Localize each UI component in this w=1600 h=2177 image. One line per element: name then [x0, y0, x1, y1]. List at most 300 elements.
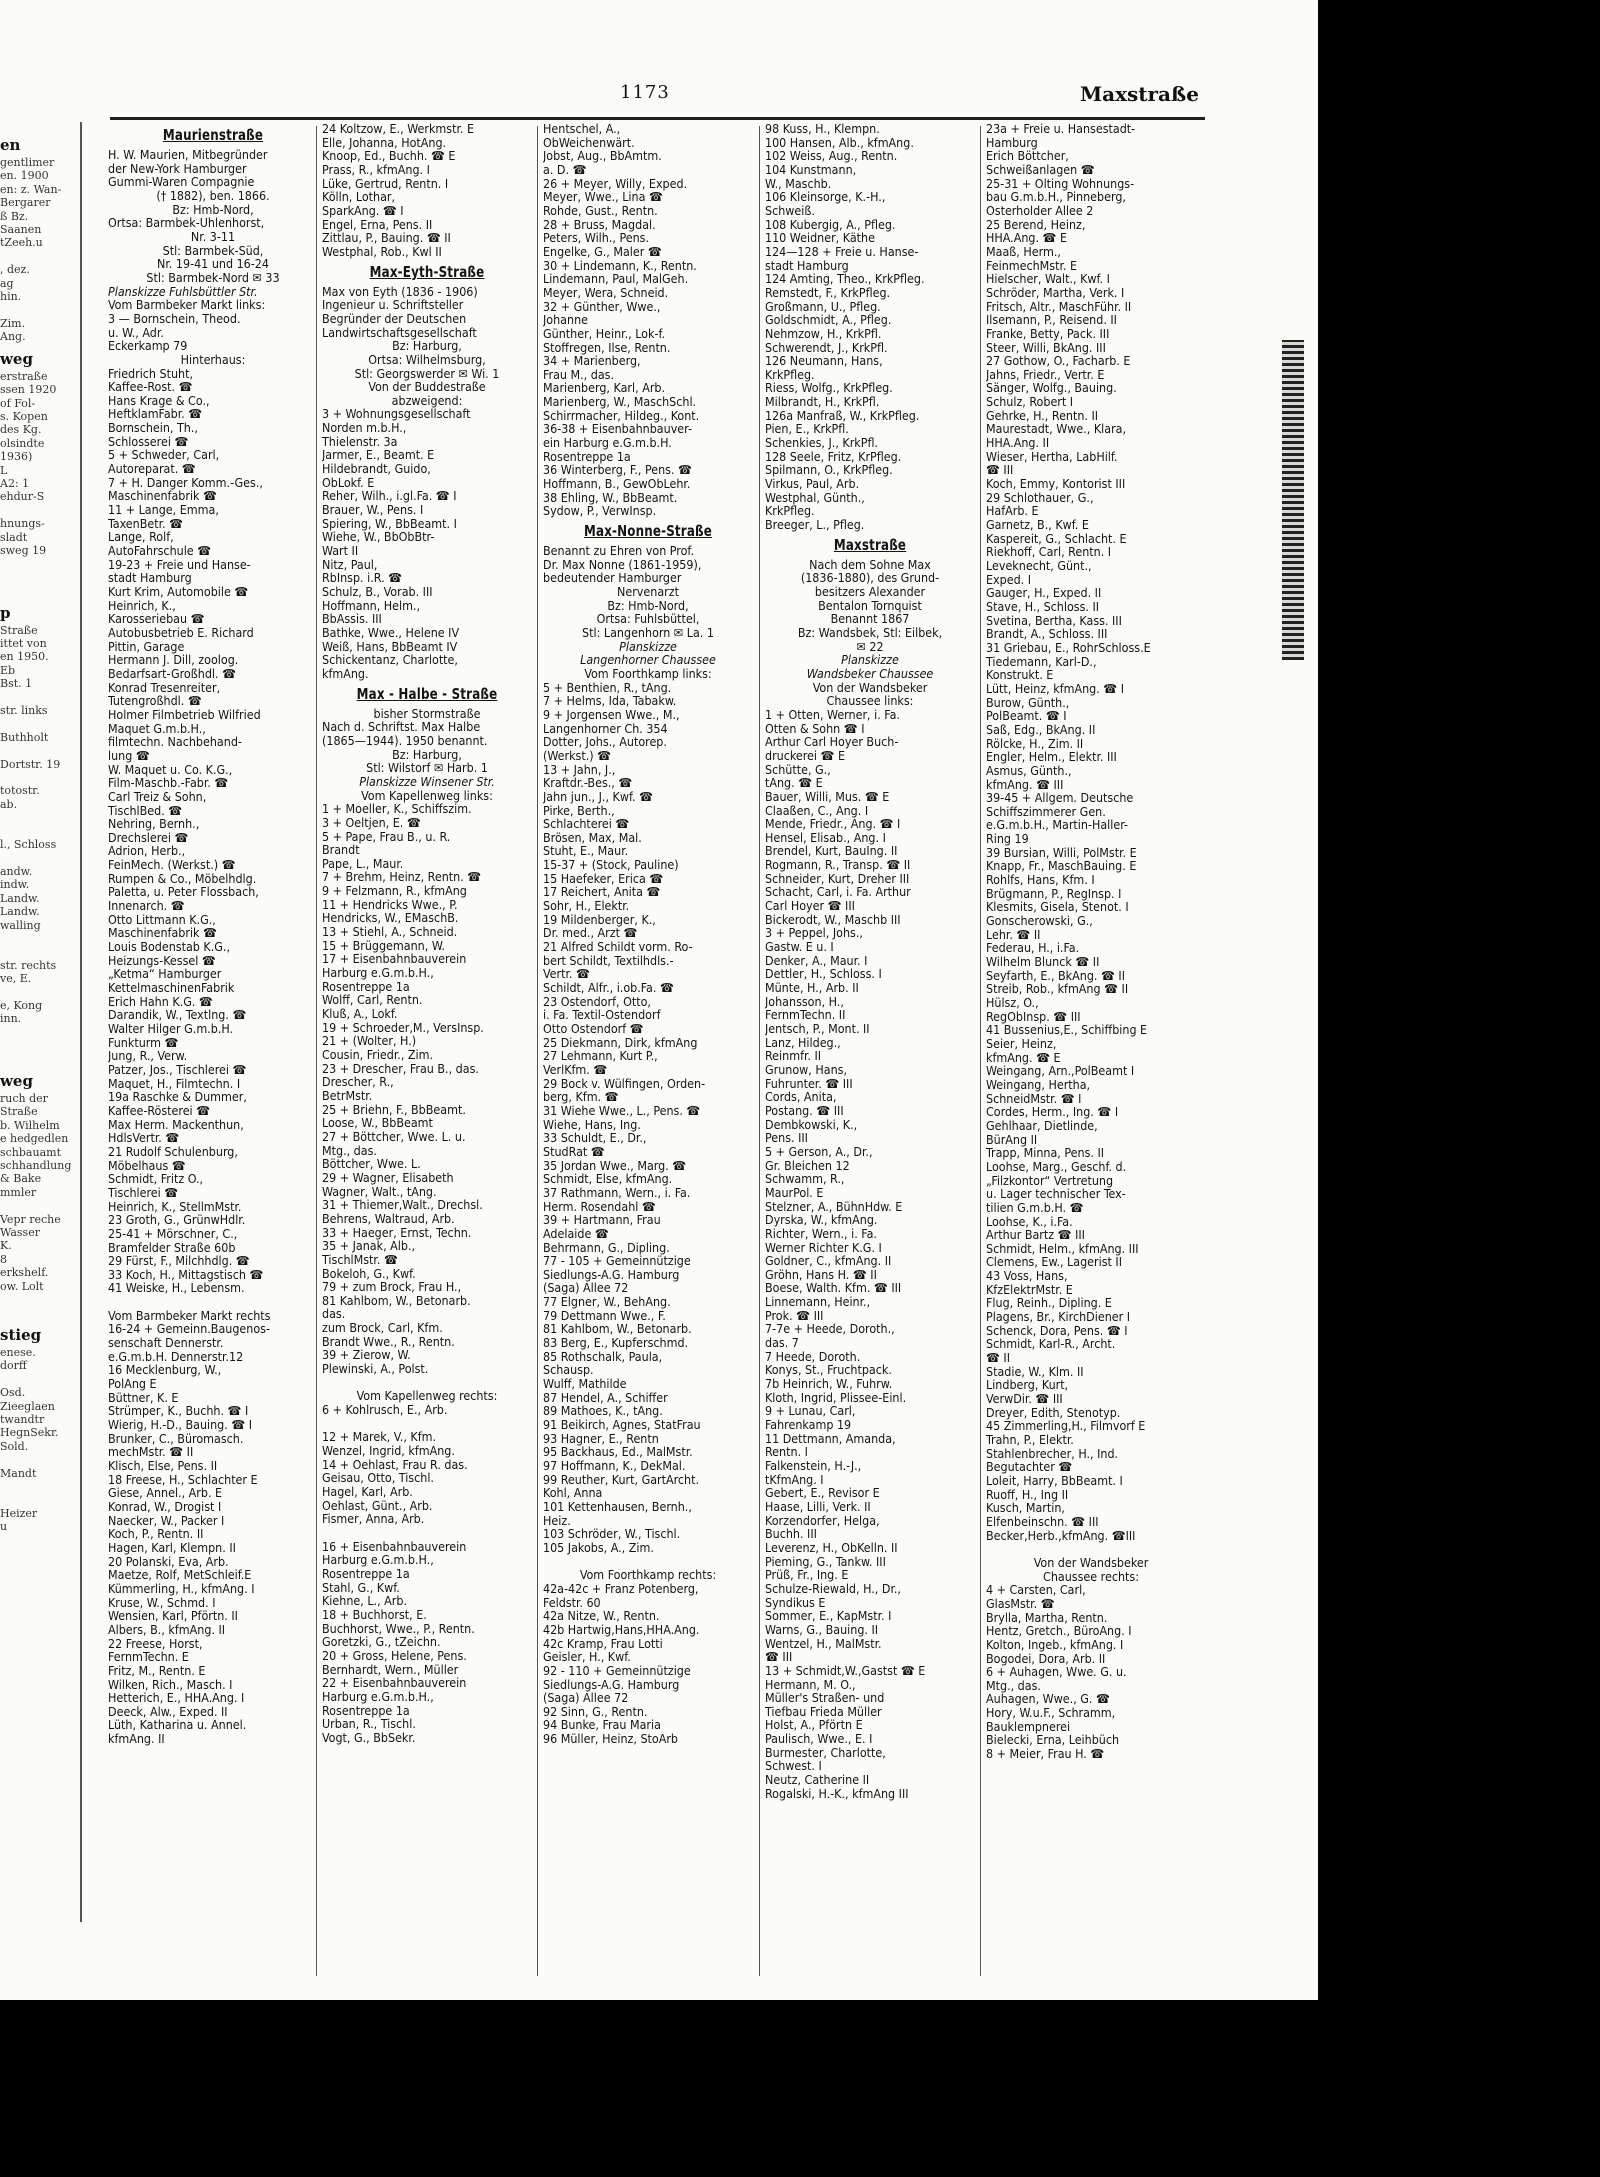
directory-line: Langenhorner Ch. 354 [543, 720, 668, 736]
directory-line: Geisler, H., Kwf. [543, 1649, 631, 1665]
directory-line: Sommer, E., KapMstr. I [765, 1608, 892, 1624]
directory-line: Marienberg, Karl, Arb. [543, 380, 666, 396]
directory-line: 98 Kuss, H., Klempn. [765, 122, 880, 136]
directory-line: Otto Ostendorf ☎ [543, 1021, 644, 1036]
directory-line: 92 - 110 + Gemeinnützige [543, 1662, 691, 1678]
directory-line: 8 + Meier, Frau H. ☎ [986, 1746, 1105, 1762]
directory-line: 25 Berend, Heinz, [986, 216, 1086, 232]
directory-line: kfmAng. II [108, 1731, 165, 1747]
directory-line: Weingang, Arn.,PolBeamt I [986, 1063, 1135, 1079]
margin-fragment-line: & Bake [0, 1172, 42, 1186]
directory-line: Gr. Bleichen 12 [765, 1157, 850, 1173]
margin-fragment-line: Bergarer [0, 196, 51, 210]
directory-line: Kloth, Ingrid, Plissee-Einl. [765, 1389, 907, 1405]
directory-line: 29 Schlothauer, G., [986, 489, 1094, 505]
directory-line: Prüß, Fr., Ing. E [765, 1567, 849, 1583]
directory-line: Sydow, P., VerwInsp. [543, 503, 657, 519]
directory-line [322, 1417, 532, 1431]
directory-line: Loleit, Harry, BbBeamt. I [986, 1472, 1123, 1488]
directory-line: Schiffszimmerer Gen. [986, 803, 1106, 819]
directory-line: Clemens, Ew., Lagerist II [986, 1254, 1122, 1270]
directory-line: 11 Dettmann, Amanda, [765, 1430, 896, 1446]
directory-line: Wulff, Mathilde [543, 1376, 627, 1392]
directory-line: Pens. III [765, 1130, 808, 1146]
margin-fragment-line [0, 1053, 80, 1066]
margin-fragment-line: ow. Lolt [0, 1279, 44, 1293]
directory-line: TischlMstr. ☎ [322, 1251, 398, 1267]
margin-fragment-line: ab. [0, 797, 18, 811]
directory-line: Nitz, Paul, [322, 556, 378, 572]
directory-line: Hagen, Karl, Klempn. II [108, 1539, 236, 1555]
margin-fragment-line: sweg 19 [0, 543, 47, 557]
margin-fragment-line: mmler [0, 1185, 37, 1199]
directory-line: Jentsch, P., Mont. II [765, 1021, 870, 1036]
directory-line: Pittin, Garage [108, 638, 185, 654]
directory-line: Breeger, L., Pfleg. [765, 517, 865, 533]
directory-line: 91 Beikirch, Agnes, StatFrau [543, 1417, 701, 1433]
directory-line: Schröder, Martha, Verk. I [986, 284, 1125, 300]
margin-fragment-line: hin. [0, 290, 22, 304]
directory-line: Cordes, Herm., Ing. ☎ I [986, 1104, 1119, 1120]
directory-line: Knoop, Ed., Buchh. ☎ E [322, 148, 456, 164]
directory-line: Milbrandt, H., KrkPfl. [765, 394, 880, 410]
directory-line: Sänger, Wolfg., Bauing. [986, 380, 1117, 396]
directory-line: Patzer, Jos., Tischlerei ☎ [108, 1061, 247, 1077]
directory-line: 99 Reuther, Kurt, GartArcht. [543, 1471, 700, 1487]
directory-line: Schmidt, Karl-R., Archt. [986, 1336, 1116, 1352]
directory-line: 28 + Bruss, Magdal. [543, 216, 656, 232]
directory-line: Vom Kapellenweg rechts: [356, 1388, 498, 1404]
directory-line: Kohl, Anna [543, 1485, 603, 1501]
directory-line: Kurt Krim, Automobile ☎ [108, 584, 249, 599]
directory-line: Spilmann, O., KrkPfleg. [765, 462, 893, 478]
street-heading: Max - Halbe - Straße [356, 684, 498, 703]
directory-line: Ingenieur u. Schriftsteller [322, 297, 464, 313]
margin-fragment-line [0, 250, 80, 263]
margin-fragment-line: Landw. [0, 905, 40, 919]
directory-line: Maquet G.m.b.H., [108, 720, 206, 736]
directory-line: Dembkowski, K., [765, 1116, 858, 1132]
directory-line: Vom Barmbeker Markt rechts [108, 1307, 271, 1323]
directory-line: 29 Fürst, F., Milchhdlg. ☎ [108, 1253, 250, 1269]
margin-fragment-line [0, 717, 80, 730]
directory-line: 1 + Moeller, K., Schiffszim. [322, 801, 472, 817]
directory-line: 81 Kahlbom, W., Betonarb. [543, 1321, 692, 1337]
directory-line: Rogalski, H.-K., kfmAng III [765, 1785, 909, 1801]
street-heading: Maxstraße [833, 535, 907, 554]
margin-fragment-line: twandtr [0, 1412, 45, 1426]
street-directory-columns [108, 122, 1208, 1982]
directory-line: Nr. 19-41 und 16-24 [157, 256, 269, 272]
directory-line: 27 Gothow, O., Facharb. E [986, 353, 1131, 369]
directory-line: Konrad, W., Drogist I [108, 1498, 222, 1514]
directory-line: Konstrukt. E [986, 667, 1054, 683]
directory-line: Richter, Wern., i. Fa. [765, 1225, 877, 1241]
directory-line: kfmAng. ☎ E [986, 1049, 1061, 1065]
directory-line: Reinmfr. II [765, 1048, 822, 1064]
directory-line: Hagel, Karl, Arb. [322, 1484, 413, 1499]
margin-fragment-line: HegnSekr. [0, 1426, 59, 1440]
directory-line: bau G.m.b.H., Pinneberg, [986, 189, 1126, 205]
margin-fragment-line: Landw. [0, 891, 40, 905]
directory-line: 124 Amting, Theo., KrkPfleg. [765, 271, 925, 287]
directory-line: Garnetz, B., Kwf. E [986, 517, 1089, 533]
directory-line: kfmAng. ☎ III [986, 776, 1064, 792]
margin-fragment-line: inn. [0, 1012, 22, 1026]
directory-line: Max von Eyth (1836 - 1906) [322, 283, 478, 299]
directory-line: Jobst, Aug., BbAmtm. [543, 148, 662, 164]
directory-line: ☎ III [986, 462, 1014, 478]
directory-line: Mtg., das. [322, 1142, 377, 1158]
directory-line: Dyrska, W., kfmAng. [765, 1212, 878, 1228]
directory-line: Cousin, Friedr., Zim. [322, 1047, 434, 1062]
directory-line: Stahlenbrecher, H., Ind. [986, 1445, 1119, 1461]
margin-fragment-line [0, 1493, 80, 1506]
margin-fragment-line: ruch der [0, 1092, 48, 1105]
directory-line: 37 Rathmann, Wern., i. Fa. [543, 1184, 691, 1200]
margin-fragment-line: hnungs- [0, 517, 45, 531]
margin-fragment-line: p [0, 603, 11, 622]
directory-line: Vogt, G., BbSekr. [322, 1729, 416, 1745]
directory-line: Johanne [543, 312, 588, 328]
directory-line: Schickentanz, Charlotte, [322, 652, 458, 668]
directory-line: 42c Kramp, Frau Lotti [543, 1635, 663, 1651]
directory-line: tilien G.m.b.H. ☎ [986, 1199, 1084, 1215]
directory-line: Schwerendt, J., KrkPfl. [765, 339, 888, 355]
directory-line: Strümper, K., Buchh. ☎ I [108, 1403, 249, 1419]
directory-line: Falkenstein, H.-J., [765, 1458, 862, 1473]
directory-line: Maaß, Herm., [986, 243, 1061, 259]
directory-line: 39-45 + Allgem. Deutsche [986, 790, 1134, 806]
margin-fragment-line: Straße [0, 1105, 38, 1119]
margin-fragment-line [0, 932, 80, 945]
directory-line: Schwest. I [765, 1758, 822, 1774]
directory-line: Adrion, Herb., [108, 843, 186, 859]
directory-line: Rohde, Gust., Rentn. [543, 202, 658, 218]
directory-line: e.G.m.b.H., Martin-Haller- [986, 817, 1129, 833]
directory-line: Hülsz, O., [986, 995, 1039, 1010]
margin-fragment-line [0, 1026, 80, 1039]
directory-line: Planskizze [841, 652, 899, 668]
directory-line: 33 Koch, H., Mittagstisch ☎ [108, 1266, 264, 1282]
directory-line: Vertr. ☎ [543, 966, 590, 982]
directory-line: berg, Kfm. ☎ [543, 1089, 619, 1105]
margin-fragment-line: Bst. 1 [0, 677, 33, 691]
directory-line: 7-7e + Heede, Doroth., [765, 1321, 895, 1337]
directory-line: Bokeloh, G., Kwf. [322, 1265, 416, 1281]
margin-fragment-line [0, 1480, 80, 1493]
directory-line: senschaft Dennerstr. [108, 1335, 224, 1351]
directory-line: Klisch, Else, Pens. II [108, 1458, 218, 1473]
directory-line: 7 + Helms, Ida, Tabakw. [543, 693, 677, 709]
directory-line: Remstedt, F., KrkPfleg. [765, 284, 891, 300]
directory-line: 5 + Schweder, Carl, [108, 447, 220, 463]
directory-line: Goldner, C., kfmAng. II [765, 1253, 892, 1269]
directory-line: (Saga) Allee 72 [543, 1280, 629, 1296]
directory-line: Knapp, Fr., MaschBauing. E [986, 858, 1137, 874]
directory-line: SparkAng. ☎ I [322, 202, 404, 218]
directory-line: Planskizze [619, 638, 677, 654]
directory-line: Von der Buddestraße [368, 379, 486, 395]
directory-line: Neutz, Catherine II [765, 1772, 870, 1788]
directory-line: 18 + Buchhorst, E. [322, 1606, 427, 1622]
directory-line: Schulze-Riewald, H., Dr., [765, 1580, 901, 1596]
directory-line: FernmTechn. II [765, 1007, 846, 1023]
directory-line: 39 + Zierow, W. [322, 1347, 411, 1363]
directory-line: Koch, Emmy, Kontorist III [986, 476, 1126, 492]
directory-line: Schulz, Robert I [986, 394, 1074, 410]
margin-fragment-line: 8 [0, 1252, 7, 1266]
directory-line: Feldstr. 60 [543, 1594, 601, 1610]
directory-line: Buchh. III [765, 1526, 817, 1542]
directory-line: KfzElektrMstr. E [986, 1281, 1073, 1297]
directory-line: H. W. Maurien, Mitbegründer [108, 147, 268, 162]
directory-line: 27 Lehmann, Kurt P., [543, 1048, 658, 1064]
directory-line: 19 + Schroeder,M., VersInsp. [322, 1019, 484, 1035]
directory-line: Becker,Herb.,kfmAng. ☎III [986, 1527, 1136, 1543]
directory-line: 21 Alfred Schildt vorm. Ro- [543, 939, 693, 955]
directory-line: Denker, A., Maur. I [765, 952, 868, 968]
directory-line: Exped. I [986, 571, 1032, 587]
directory-line: ✉ 22 [856, 638, 884, 654]
directory-line: Pirke, Berth., [543, 802, 615, 818]
directory-line: Dreyer, Edith, Stenotyp. [986, 1404, 1121, 1420]
directory-line: Nr. 3-11 [190, 228, 236, 244]
directory-line: HdlsVertr. ☎ [108, 1130, 180, 1146]
directory-line: KrkPfleg. [765, 503, 815, 519]
directory-line: ObWeichenwärt. [543, 134, 635, 150]
directory-line: Von der Wandsbeker [812, 679, 928, 695]
directory-line: Gummi-Waren Compagnie [108, 174, 255, 190]
margin-fragment-line [0, 1039, 80, 1052]
margin-fragment-line: en: z. Wan- [0, 182, 62, 196]
margin-fragment-line [0, 571, 80, 584]
margin-fragment-line [0, 303, 80, 316]
directory-line: Fahrenkamp 19 [765, 1417, 852, 1433]
directory-line: Syndikus E [765, 1594, 826, 1610]
directory-line: Wenzel, Ingrid, kfmAng. [322, 1443, 455, 1459]
directory-line: Stelzner, A., BühnHdw. E [765, 1198, 903, 1214]
directory-line: 42b Hartwig,Hans,HHA.Ang. [543, 1621, 700, 1637]
directory-line: HeftklamFabr. ☎ [108, 406, 203, 422]
column-4 [765, 122, 975, 1982]
directory-line: 126 Neumann, Hans, [765, 353, 883, 369]
directory-line: Lindberg, Kurt, [986, 1377, 1069, 1393]
directory-line: Auhagen, Wwe., G. ☎ [986, 1691, 1110, 1707]
directory-line: Bauer, Willi, Mus. ☎ E [765, 788, 890, 804]
directory-line: Ilsemann, P., Reisend. II [986, 312, 1117, 328]
directory-line: 23 Ostendorf, Otto, [543, 993, 651, 1009]
directory-line: GlasMstr. ☎ [986, 1595, 1055, 1611]
directory-line: tKfmAng. I [765, 1471, 824, 1487]
directory-line: Hentz, Gretch., BüroAng. I [986, 1623, 1132, 1639]
directory-line: Naecker, W., Packer I [108, 1512, 225, 1528]
directory-line: Ortsa: Fuhlsbüttel, [596, 611, 700, 627]
column-divider [537, 126, 538, 1976]
directory-line: Brügmann, P., RegInsp. I [986, 885, 1122, 901]
directory-line: Münte, H., Arb. II [765, 980, 859, 996]
directory-line: Darandik, W., Textlng. ☎ [108, 1007, 247, 1023]
directory-line: e.G.m.b.H. Dennerstr.12 [108, 1348, 244, 1364]
directory-line: filmtechn. Nachbehand- [108, 734, 242, 750]
directory-line: Lange, Rolf, [108, 529, 174, 545]
directory-line: Ortsa: Barmbek-Uhlenhorst, [108, 215, 265, 231]
directory-line: Kiehne, L., Arb. [322, 1593, 407, 1609]
directory-line: 25 + Briehn, F., BbBeamt. [322, 1101, 466, 1117]
directory-line: Vom Barmbeker Markt links: [108, 297, 266, 313]
directory-line: 9 + Jorgensen Wwe., M., [543, 706, 680, 722]
directory-line: tAng. ☎ E [765, 775, 823, 791]
directory-line: Harburg e.G.m.b.H., [322, 1552, 434, 1568]
directory-line: Schwamm, R., [765, 1171, 845, 1187]
directory-line: AutoFahrschule ☎ [108, 543, 212, 559]
margin-fragment-line: Zieeglaen [0, 1399, 55, 1413]
directory-line: Saß, Edg., BkAng. II [986, 721, 1096, 737]
directory-line: lung ☎ [108, 747, 150, 763]
margin-fragment-line: schbauamt [0, 1145, 61, 1159]
directory-line: 85 Rothschalk, Paula, [543, 1348, 663, 1364]
directory-line: PolAng E [108, 1376, 157, 1392]
directory-line: 14 + Oehlast, Frau R. das. [322, 1456, 468, 1472]
directory-line: 106 Kleinsorge, K.-H., [765, 189, 886, 205]
directory-line: Boese, Walth. Kfm. ☎ III [765, 1280, 902, 1296]
directory-line: Innenarch. ☎ [108, 898, 185, 914]
directory-line: SchneidMstr. ☎ I [986, 1090, 1082, 1106]
directory-line: 110 Weidner, Käthe [765, 230, 875, 246]
directory-line: druckerei ☎ E [765, 747, 846, 763]
directory-line: 9 + Felzmann, R., kfmAng [322, 883, 467, 899]
directory-line: ObLokf. E [322, 474, 375, 490]
directory-line: PolBeamt. ☎ I [986, 708, 1067, 724]
directory-line: Spiering, W., BbBeamt. I [322, 515, 457, 531]
margin-fragment-line: l., Schloss [0, 838, 57, 852]
directory-line: Nach dem Sohne Max [809, 556, 931, 572]
directory-line: Nervenarzt [617, 584, 679, 599]
directory-line: 83 Berg, E., Kupferschmd. [543, 1335, 689, 1351]
directory-line: Bernhardt, Wern., Müller [322, 1661, 459, 1677]
directory-line: Fritsch, Altr., MaschFühr. II [986, 298, 1132, 314]
directory-line: 31 Wiehe Wwe., L., Pens. ☎ [543, 1102, 701, 1118]
directory-line: Rumpen & Co., Möbelhdlg. [108, 870, 257, 886]
directory-line: Gauger, H., Exped. II [986, 585, 1102, 601]
directory-line: 5 + Gerson, A., Dr., [765, 1143, 873, 1159]
margin-fragment-line: en. 1900 [0, 169, 49, 183]
directory-line: Bogodei, Dora, Arb. II [986, 1650, 1106, 1666]
directory-line: Großmann, U., Pfleg. [765, 298, 881, 314]
directory-line: 92 Sinn, G., Rentn. [543, 1703, 648, 1719]
directory-line: 3 — Bornschein, Theod. [108, 310, 241, 326]
margin-fragment-line [0, 744, 80, 757]
directory-line: 128 Seele, Fritz, KrPfleg. [765, 448, 902, 464]
page-gutter-rule [80, 122, 82, 1922]
directory-line: (Saga) Allee 72 [543, 1690, 629, 1706]
margin-fragment-line: tZeeh.u [0, 236, 43, 250]
directory-line: Planskizze Fuhlsbüttler Str. [108, 283, 258, 299]
directory-line: Vom Kapellenweg links: [361, 787, 493, 803]
directory-line: BbAssis. III [322, 611, 382, 627]
directory-line: KettelmaschinenFabrik [108, 980, 235, 996]
directory-line: 25-41 + Mörschner, C., [108, 1225, 238, 1241]
directory-line: Virkus, Paul, Arb. [765, 476, 860, 492]
directory-line: Lanz, Hildeg., [765, 1034, 841, 1050]
directory-line: BürAng II [986, 1131, 1038, 1147]
directory-line: Gröhn, Hans H. ☎ II [765, 1266, 877, 1282]
margin-fragment-line: A2: 1 [0, 476, 30, 490]
directory-line: Dr. med., Arzt ☎ [543, 925, 638, 941]
directory-line: Hermann J. Dill, zoolog. [108, 652, 239, 668]
directory-line: Langenhorner Chaussee [580, 652, 716, 668]
directory-line: StudRat ☎ [543, 1143, 605, 1159]
directory-line: 32 + Günther, Wwe., [543, 298, 661, 314]
margin-fragment-line: ß Bz. [0, 209, 29, 223]
directory-line: a. D. ☎ [543, 161, 587, 177]
directory-line: Svetina, Bertha, Kass. III [986, 612, 1122, 628]
directory-line: 38 Ehling, W., BbBeamt. [543, 489, 678, 505]
directory-line: Leveknecht, Günt., [986, 558, 1092, 573]
directory-line: Wentzel, H., MalMstr. [765, 1635, 882, 1651]
directory-line: Behrens, Waltraud, Arb. [322, 1210, 455, 1226]
directory-line: 126a Manfraß, W., KrkPfleg. [765, 407, 920, 423]
directory-line: 42a-42c + Franz Potenberg, [543, 1580, 699, 1596]
street-heading: Maurienstraße [162, 126, 264, 144]
directory-line: 13 + Schmidt,W.,Gastst ☎ E [765, 1662, 926, 1678]
directory-line: Siedlungs-A.G. Hamburg [543, 1676, 680, 1692]
directory-line: der New-York Hamburger [108, 160, 247, 176]
margin-fragment-line: schhandlung [0, 1159, 72, 1173]
directory-line: Heiz. [543, 1512, 571, 1528]
directory-line: 7 + H. Danger Komm.-Ges., [108, 474, 263, 490]
directory-line: Bz: Harburg, [392, 338, 462, 354]
directory-line: Peters, Wilh., Pens. [543, 230, 650, 246]
directory-line: Dettler, H., Schloss. I [765, 966, 882, 982]
directory-line: 23 + Drescher, Frau B., das. [322, 1060, 479, 1076]
directory-line: KrkPfleg. [765, 366, 815, 382]
directory-line: Engel, Erna, Pens. II [322, 216, 433, 232]
directory-line: (Werkst.) ☎ [543, 747, 612, 763]
directory-line: Otten & Sohn ☎ I [765, 720, 865, 736]
directory-line: Schulz, B., Vorab. III [322, 584, 433, 599]
directory-line: 7b Heinrich, W., Fuhrw. [765, 1376, 893, 1392]
margin-fragment-line: Wasser [0, 1226, 40, 1240]
directory-line: W. Maquet u. Co. K.G., [108, 761, 233, 777]
directory-line: ein Harburg e.G.m.b.H. [543, 435, 672, 451]
directory-line: Rogmann, R., Transp. ☎ II [765, 857, 911, 873]
directory-line: Nach d. Schriftst. Max Halbe [322, 719, 481, 735]
directory-line: Stahl, G., Kwf. [322, 1579, 400, 1595]
margin-fragment-line: Straße [0, 623, 38, 637]
directory-line: Jung, R., Verw. [108, 1048, 188, 1064]
directory-line: 20 Polanski, Eva, Arb. [108, 1553, 229, 1569]
directory-line: Stl: Langenhorn ✉ La. 1 [582, 624, 714, 640]
directory-line: Streib, Rob., kfmAng ☎ II [986, 981, 1129, 997]
directory-line: Brunker, C., Büromasch. [108, 1430, 244, 1446]
directory-line: Johansson, H., [765, 993, 844, 1009]
directory-line: Bramfelder Straße 60b [108, 1239, 236, 1255]
margin-fragment-line: e, Kong [0, 998, 43, 1012]
directory-line: Bentalon Tornquist [818, 597, 922, 613]
directory-line: Landwirtschaftsgesellschaft [322, 324, 477, 340]
scan-border-bottom [0, 2000, 1600, 2177]
directory-line: Kaffee-Rost. ☎ [108, 379, 193, 395]
directory-line: 22 Freese, Horst, [108, 1635, 203, 1651]
directory-line: Brösen, Max, Mal. [543, 829, 642, 845]
directory-line: Jarmer, E., Beamt. E [322, 447, 435, 463]
margin-fragment-line: str. rechts [0, 958, 57, 972]
binding-edge [1282, 340, 1304, 660]
directory-line: Müller's Straßen- und [765, 1690, 885, 1706]
directory-line: Urban, R., Tischl. [322, 1716, 416, 1732]
directory-line: Postang. ☎ III [765, 1102, 844, 1118]
